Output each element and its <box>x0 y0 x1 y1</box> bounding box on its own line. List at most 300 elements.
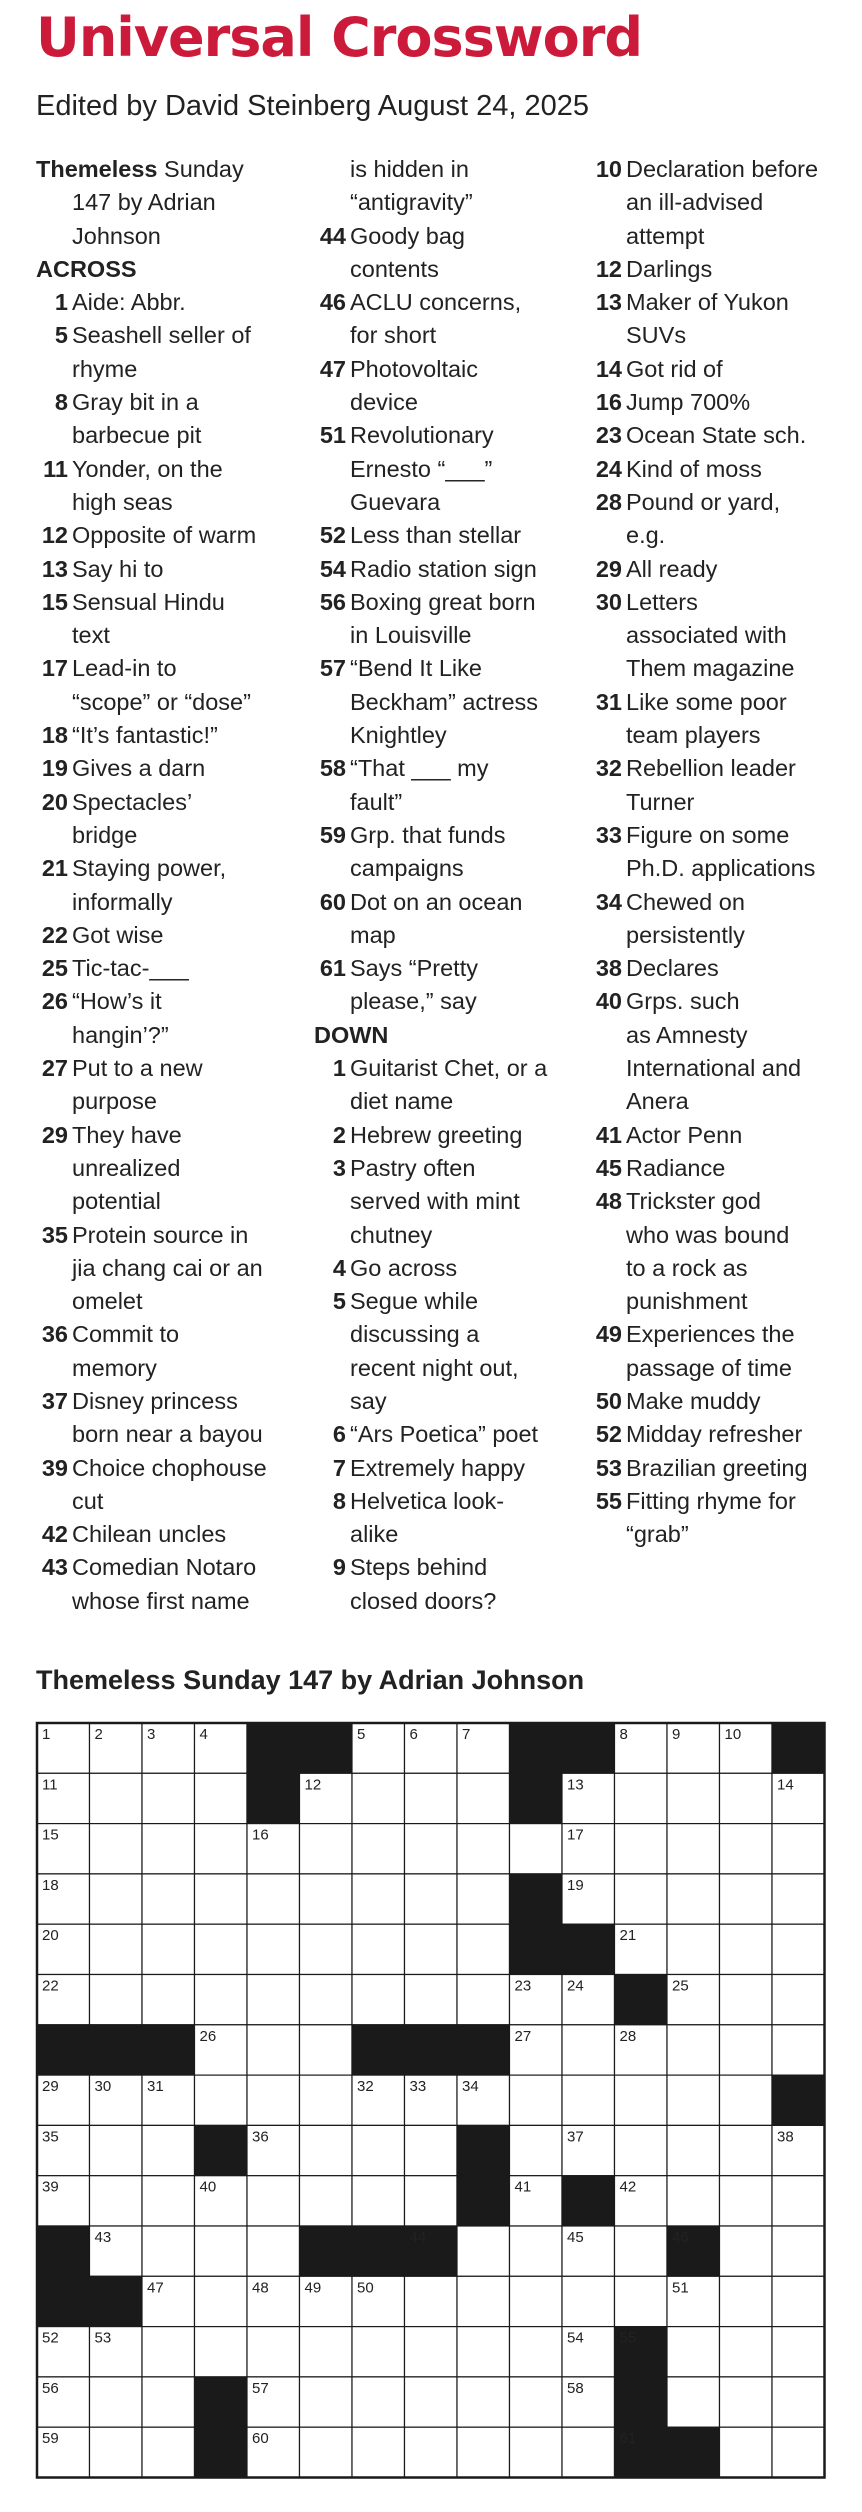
clue-number: 44 <box>319 222 346 249</box>
clue-line: memory <box>72 1354 157 1381</box>
cell-number: 24 <box>567 1977 584 1995</box>
clue-line: Letters <box>626 588 698 615</box>
grid-cell[interactable] <box>352 1975 405 2025</box>
page-subtitle: Edited by David Steinberg August 24, 2025 <box>36 90 589 122</box>
grid-cell[interactable] <box>90 1924 143 1974</box>
black-square <box>247 1723 300 1773</box>
grid-cell[interactable] <box>195 1773 248 1823</box>
clue-line: Themeless Sunday <box>36 156 244 182</box>
clue-number: 19 <box>41 755 68 782</box>
section-header-across: ACROSS <box>36 255 137 282</box>
clue-line: Gray bit in a <box>72 389 199 416</box>
grid-cell[interactable] <box>720 2176 773 2226</box>
clue-line: Gives a darn <box>72 755 206 782</box>
clue-line: Put to a new <box>72 1055 203 1082</box>
grid-cell[interactable] <box>352 1924 405 1974</box>
cell-number: 36 <box>252 2128 269 2146</box>
clue-line: Lead-in to <box>72 655 177 682</box>
clue-number: 11 <box>43 455 68 482</box>
cell-number: 13 <box>567 1776 584 1794</box>
grid-cell[interactable] <box>405 2377 458 2427</box>
grid-cell[interactable] <box>142 2427 195 2477</box>
clue-number: 40 <box>595 988 622 1015</box>
cell-number: 52 <box>42 2329 59 2347</box>
clue-line: “scope” or “dose” <box>72 688 251 715</box>
grid-cell[interactable] <box>720 2327 773 2377</box>
clue-number: 8 <box>54 389 68 416</box>
clue-line: potential <box>72 1188 161 1215</box>
clue-line: Rebellion leader <box>626 755 796 782</box>
grid-cell[interactable] <box>405 2427 458 2477</box>
clue-line: Tic-tac-___ <box>72 955 189 982</box>
clue-line: “That ___ my <box>350 755 489 782</box>
grid-cell[interactable] <box>667 2075 720 2125</box>
clue-line: Got wise <box>72 921 164 948</box>
cell-number: 49 <box>304 2279 322 2297</box>
grid-cell[interactable] <box>667 2125 720 2175</box>
grid-cell[interactable] <box>247 2226 300 2276</box>
grid-cell[interactable] <box>457 2226 510 2276</box>
grid-cell[interactable] <box>90 2176 143 2226</box>
grid-cell[interactable] <box>720 2025 773 2075</box>
clue-line: barbecue pit <box>72 422 202 449</box>
clue-line: Guevara <box>350 488 441 515</box>
clue-line: Johnson <box>72 222 161 249</box>
grid-cell[interactable] <box>615 1824 668 1874</box>
grid-cell[interactable] <box>405 2327 458 2377</box>
cell-number: 11 <box>42 1776 58 1794</box>
clue-line: map <box>350 921 396 948</box>
clue-number: 33 <box>595 821 622 848</box>
clue-line: discussing a <box>350 1321 480 1348</box>
grid-cell[interactable] <box>510 2125 563 2175</box>
clue-line: Pound or yard, <box>626 488 781 515</box>
grid-cell[interactable] <box>667 2327 720 2377</box>
cell-number: 43 <box>94 2229 112 2246</box>
cell-number: 40 <box>199 2178 217 2196</box>
clue-number: 29 <box>595 555 622 582</box>
grid-cell[interactable] <box>510 2276 563 2326</box>
grid-cell[interactable] <box>615 2125 668 2175</box>
grid-cell[interactable] <box>405 2276 458 2326</box>
clue-line: Beckham” actress <box>350 688 539 715</box>
grid-cell[interactable] <box>720 2075 773 2125</box>
clue-number: 34 <box>595 888 622 915</box>
grid-cell[interactable] <box>772 2276 825 2326</box>
grid-cell[interactable] <box>772 2327 825 2377</box>
grid-cell[interactable] <box>667 1874 720 1924</box>
black-square <box>142 2025 195 2075</box>
clue-line: Dot on an ocean <box>350 888 523 915</box>
cell-number: 39 <box>42 2178 59 2196</box>
grid-cell[interactable] <box>457 1924 510 1974</box>
clue-line: as Amnesty <box>626 1021 748 1048</box>
grid-cell[interactable] <box>457 1874 510 1924</box>
grid-cell[interactable] <box>405 1824 458 1874</box>
clue-line: “How’s it <box>72 988 162 1015</box>
grid-cell[interactable] <box>90 1975 143 2025</box>
grid-cell[interactable] <box>562 2075 615 2125</box>
grid-cell[interactable] <box>195 1924 248 1974</box>
grid-cell[interactable] <box>300 1874 353 1924</box>
clue-line: cut <box>72 1487 104 1514</box>
clue-line: Sensual Hindu <box>72 588 225 615</box>
grid-cell[interactable] <box>300 2377 353 2427</box>
grid-cell[interactable] <box>510 2226 563 2276</box>
cell-number: 55 <box>619 2329 637 2347</box>
grid-cell[interactable] <box>667 2176 720 2226</box>
grid-cell[interactable] <box>195 1975 248 2025</box>
cell-number: 58 <box>567 2379 584 2397</box>
grid-cell[interactable] <box>300 2327 353 2377</box>
clue-line: unrealized <box>72 1154 181 1181</box>
grid-cell[interactable] <box>615 1874 668 1924</box>
clue-line: e.g. <box>626 522 666 549</box>
grid-cell[interactable] <box>667 2377 720 2427</box>
clue-line: informally <box>72 888 173 915</box>
grid-cell[interactable] <box>247 2025 300 2075</box>
grid-cell[interactable] <box>772 1824 825 1874</box>
grid-cell[interactable] <box>142 2176 195 2226</box>
clue-line: Says “Pretty <box>350 955 478 982</box>
clue-line: Goody bag <box>350 222 465 249</box>
clue-line: team players <box>626 722 761 749</box>
clue-line: an ill-advised <box>626 189 764 216</box>
clue-number: 48 <box>595 1188 622 1215</box>
grid-cell[interactable] <box>720 2276 773 2326</box>
clue-line: Make muddy <box>626 1387 761 1414</box>
grid-cell[interactable] <box>667 1924 720 1974</box>
grid-cell[interactable] <box>90 2125 143 2175</box>
grid-cell[interactable] <box>772 2377 825 2427</box>
cell-number: 51 <box>672 2279 689 2297</box>
grid-cell[interactable] <box>720 2226 773 2276</box>
clue-line: text <box>72 622 110 649</box>
clue-line: whose first name <box>72 1587 250 1614</box>
grid-cell[interactable] <box>142 1975 195 2025</box>
grid-cell[interactable] <box>772 1924 825 1974</box>
grid-cell[interactable] <box>247 2327 300 2377</box>
clue-line: Experiences the <box>626 1321 795 1348</box>
grid-cell[interactable] <box>720 1874 773 1924</box>
cell-number: 27 <box>514 2027 532 2045</box>
cell-number: 35 <box>42 2128 59 2146</box>
grid-cell[interactable] <box>352 2327 405 2377</box>
clue-line: please,” say <box>350 988 477 1015</box>
grid-cell[interactable] <box>352 1773 405 1823</box>
clue-number: 25 <box>41 955 68 982</box>
grid-cell[interactable] <box>615 2226 668 2276</box>
clue-line: born near a bayou <box>72 1421 263 1448</box>
grid-cell[interactable] <box>352 2176 405 2226</box>
black-square <box>247 1773 300 1823</box>
grid-cell[interactable] <box>247 1924 300 1974</box>
grid-cell[interactable] <box>457 1824 510 1874</box>
clue-line: Radiance <box>626 1154 726 1181</box>
clue-line: hangin’?” <box>72 1021 169 1048</box>
clue-line: Ph.D. applications <box>626 855 816 882</box>
grid-cell[interactable] <box>772 2176 825 2226</box>
grid-cell[interactable] <box>720 2125 773 2175</box>
grid-cell[interactable] <box>352 1824 405 1874</box>
clue-number: 30 <box>595 588 622 615</box>
clue-line: “grab” <box>626 1521 689 1548</box>
clue-line: diet name <box>350 1088 454 1115</box>
grid-cell[interactable] <box>510 2075 563 2125</box>
clue-number: 1 <box>54 289 68 316</box>
clue-line: high seas <box>72 488 173 515</box>
grid-cell[interactable] <box>510 2327 563 2377</box>
grid-cell[interactable] <box>352 1874 405 1924</box>
grid-cell[interactable] <box>615 1773 668 1823</box>
grid-cell[interactable] <box>510 2377 563 2427</box>
grid-cell[interactable] <box>300 1924 353 1974</box>
grid-cell[interactable] <box>772 2226 825 2276</box>
black-square <box>667 2427 720 2477</box>
grid-cell[interactable] <box>142 1773 195 1823</box>
clue-line: Figure on some <box>626 821 790 848</box>
grid-cell[interactable] <box>142 2125 195 2175</box>
grid-cell[interactable] <box>615 2075 668 2125</box>
grid-cell[interactable] <box>90 2427 143 2477</box>
clue-number: 47 <box>319 355 346 382</box>
grid-cell[interactable] <box>510 2427 563 2477</box>
cell-number: 3 <box>147 1726 156 1743</box>
grid-cell[interactable] <box>772 1874 825 1924</box>
clue-number: 45 <box>595 1154 622 1181</box>
grid-cell[interactable] <box>195 2226 248 2276</box>
grid-cell[interactable] <box>90 1874 143 1924</box>
clue-line: fault” <box>350 788 403 815</box>
clue-line: closed doors? <box>350 1587 497 1614</box>
clue-line: Protein source in <box>72 1221 249 1248</box>
clue-line: campaigns <box>350 855 464 882</box>
grid-cell[interactable] <box>667 1824 720 1874</box>
grid-cell[interactable] <box>457 2276 510 2326</box>
grid-cell[interactable] <box>562 2025 615 2075</box>
grid-cell[interactable] <box>457 2327 510 2377</box>
grid-cell[interactable] <box>247 2176 300 2226</box>
cell-number: 21 <box>619 1927 637 1945</box>
clue-line: Turner <box>626 788 695 815</box>
black-square <box>457 2176 510 2226</box>
clue-line: Trickster god <box>626 1188 761 1215</box>
grid-cell[interactable] <box>772 1975 825 2025</box>
clue-line: Photovoltaic <box>350 355 479 382</box>
cell-number: 45 <box>567 2229 584 2246</box>
grid-cell[interactable] <box>142 2226 195 2276</box>
grid-cell[interactable] <box>142 2327 195 2377</box>
grid-cell[interactable] <box>300 2025 353 2075</box>
cell-number: 10 <box>724 1726 742 1743</box>
clue-line: Fitting rhyme for <box>626 1487 796 1514</box>
black-square <box>405 2025 458 2075</box>
grid-cell[interactable] <box>720 1824 773 1874</box>
grid-cell[interactable] <box>772 2025 825 2075</box>
clue-line: Revolutionary <box>350 422 494 449</box>
grid-cell[interactable] <box>720 1975 773 2025</box>
clue-number: 61 <box>319 955 346 982</box>
grid-cell[interactable] <box>352 2125 405 2175</box>
grid-cell[interactable] <box>142 1924 195 1974</box>
cell-number: 5 <box>357 1726 366 1743</box>
grid-cell[interactable] <box>562 2427 615 2477</box>
grid-cell[interactable] <box>667 2025 720 2075</box>
cell-number: 37 <box>567 2128 584 2146</box>
clue-line: Knightley <box>350 722 447 749</box>
grid-cell[interactable] <box>300 2176 353 2226</box>
clue-number: 5 <box>332 1288 346 1315</box>
black-square <box>352 2226 405 2276</box>
clue-line: Seashell seller of <box>72 322 251 349</box>
grid-cell[interactable] <box>300 2075 353 2125</box>
clue-number: 13 <box>595 289 622 316</box>
grid-cell[interactable] <box>457 2427 510 2477</box>
clue-line: Grps. such <box>626 988 740 1015</box>
cell-number: 48 <box>252 2279 269 2297</box>
cell-number: 4 <box>199 1726 208 1743</box>
grid-cell[interactable] <box>300 1975 353 2025</box>
grid-cell[interactable] <box>195 2327 248 2377</box>
grid-title: Themeless Sunday 147 by Adrian Johnson <box>36 1665 585 1695</box>
grid-cell[interactable] <box>405 1773 458 1823</box>
grid-cell[interactable] <box>142 2377 195 2427</box>
cell-number: 14 <box>777 1776 794 1794</box>
grid-cell[interactable] <box>457 1975 510 2025</box>
grid-cell[interactable] <box>405 1924 458 1974</box>
grid-cell[interactable] <box>720 1773 773 1823</box>
grid-cell[interactable] <box>300 2427 353 2477</box>
clue-number: 55 <box>595 1487 622 1514</box>
grid-cell[interactable] <box>300 1824 353 1874</box>
black-square <box>352 2025 405 2075</box>
cell-number: 6 <box>409 1726 418 1743</box>
cell-number: 12 <box>304 1776 322 1794</box>
grid-cell[interactable] <box>457 2377 510 2427</box>
clue-line: attempt <box>626 222 705 249</box>
black-square <box>90 2276 143 2326</box>
clue-line: Declaration before <box>626 156 819 182</box>
black-square <box>300 1723 353 1773</box>
clue-number: 50 <box>595 1387 622 1414</box>
clue-number: 9 <box>332 1554 346 1581</box>
grid-cell[interactable] <box>405 2176 458 2226</box>
clue-number: 59 <box>319 821 346 848</box>
grid-cell[interactable] <box>195 1874 248 1924</box>
grid-cell[interactable] <box>195 2075 248 2125</box>
clue-line: “Ars Poetica” poet <box>350 1421 539 1448</box>
grid-cell[interactable] <box>510 1824 563 1874</box>
clue-line: Darlings <box>626 255 713 282</box>
clue-line: who was bound <box>626 1221 790 1248</box>
grid-cell[interactable] <box>457 1773 510 1823</box>
clue-line: Midday refresher <box>626 1421 803 1448</box>
clue-number: 32 <box>595 755 622 782</box>
clue-line: omelet <box>72 1288 143 1315</box>
grid-cell[interactable] <box>720 1924 773 1974</box>
grid-cell[interactable] <box>90 2377 143 2427</box>
clue-line: Choice chophouse <box>72 1454 267 1481</box>
grid-cell[interactable] <box>90 1773 143 1823</box>
black-square <box>772 2075 825 2125</box>
grid-cell[interactable] <box>300 2125 353 2175</box>
clue-number: 14 <box>595 355 622 382</box>
clue-line: Ernesto “___” <box>350 455 493 482</box>
black-square <box>457 2025 510 2075</box>
clue-line: Them magazine <box>626 655 795 682</box>
grid-cell[interactable] <box>352 2427 405 2477</box>
cell-number: 33 <box>409 2078 427 2096</box>
grid-cell[interactable] <box>667 1773 720 1823</box>
black-square <box>195 2377 248 2427</box>
black-square <box>510 1723 563 1773</box>
grid-cell[interactable] <box>772 2427 825 2477</box>
grid-cell[interactable] <box>405 1874 458 1924</box>
cell-number: 53 <box>94 2329 112 2347</box>
grid-cell[interactable] <box>247 1874 300 1924</box>
clue-number: 29 <box>41 1121 68 1148</box>
grid-cell[interactable] <box>142 1824 195 1874</box>
grid-cell[interactable] <box>352 2377 405 2427</box>
clue-line: Grp. that funds <box>350 821 506 848</box>
clue-line: say <box>350 1387 387 1414</box>
clue-line: Helvetica look- <box>350 1487 505 1514</box>
clue-number: 21 <box>41 855 68 882</box>
grid-cell[interactable] <box>195 1824 248 1874</box>
cell-number: 25 <box>672 1977 689 1995</box>
clue-line: Staying power, <box>72 855 227 882</box>
clue-line: Anera <box>626 1088 689 1115</box>
clue-number: 46 <box>319 289 346 316</box>
clue-number: 13 <box>41 555 68 582</box>
clue-number: 41 <box>595 1121 622 1148</box>
clue-line: Yonder, on the <box>72 455 223 482</box>
black-square <box>510 1874 563 1924</box>
grid-cell[interactable] <box>142 1874 195 1924</box>
grid-cell[interactable] <box>720 2377 773 2427</box>
clue-line: Less than stellar <box>350 522 522 549</box>
clue-number: 2 <box>332 1121 346 1148</box>
grid-cell[interactable] <box>247 2075 300 2125</box>
grid-cell[interactable] <box>615 2276 668 2326</box>
cell-number: 47 <box>147 2279 164 2297</box>
clue-line: Pastry often <box>350 1154 476 1181</box>
grid-cell[interactable] <box>405 2125 458 2175</box>
clue-line: passage of time <box>626 1354 792 1381</box>
cell-number: 20 <box>42 1927 59 1945</box>
grid-cell[interactable] <box>405 1975 458 2025</box>
clue-number: 31 <box>595 688 622 715</box>
clue-line: chutney <box>350 1221 433 1248</box>
black-square <box>615 1975 668 2025</box>
clue-line: is hidden in <box>350 156 469 182</box>
cell-number: 23 <box>514 1977 532 1995</box>
grid-cell[interactable] <box>195 2276 248 2326</box>
cell-number: 8 <box>619 1726 628 1743</box>
grid-cell[interactable] <box>562 2276 615 2326</box>
grid-cell[interactable] <box>720 2427 773 2477</box>
black-square <box>615 2377 668 2427</box>
clue-line: Radio station sign <box>350 555 537 582</box>
clue-line: bridge <box>72 821 138 848</box>
cell-number: 30 <box>94 2078 112 2096</box>
clue-line: in Louisville <box>350 622 472 649</box>
clue-number: 12 <box>595 255 622 282</box>
clue-number: 56 <box>319 588 346 615</box>
grid-cell[interactable] <box>247 1975 300 2025</box>
grid-cell[interactable] <box>90 1824 143 1874</box>
black-square <box>772 1723 825 1773</box>
